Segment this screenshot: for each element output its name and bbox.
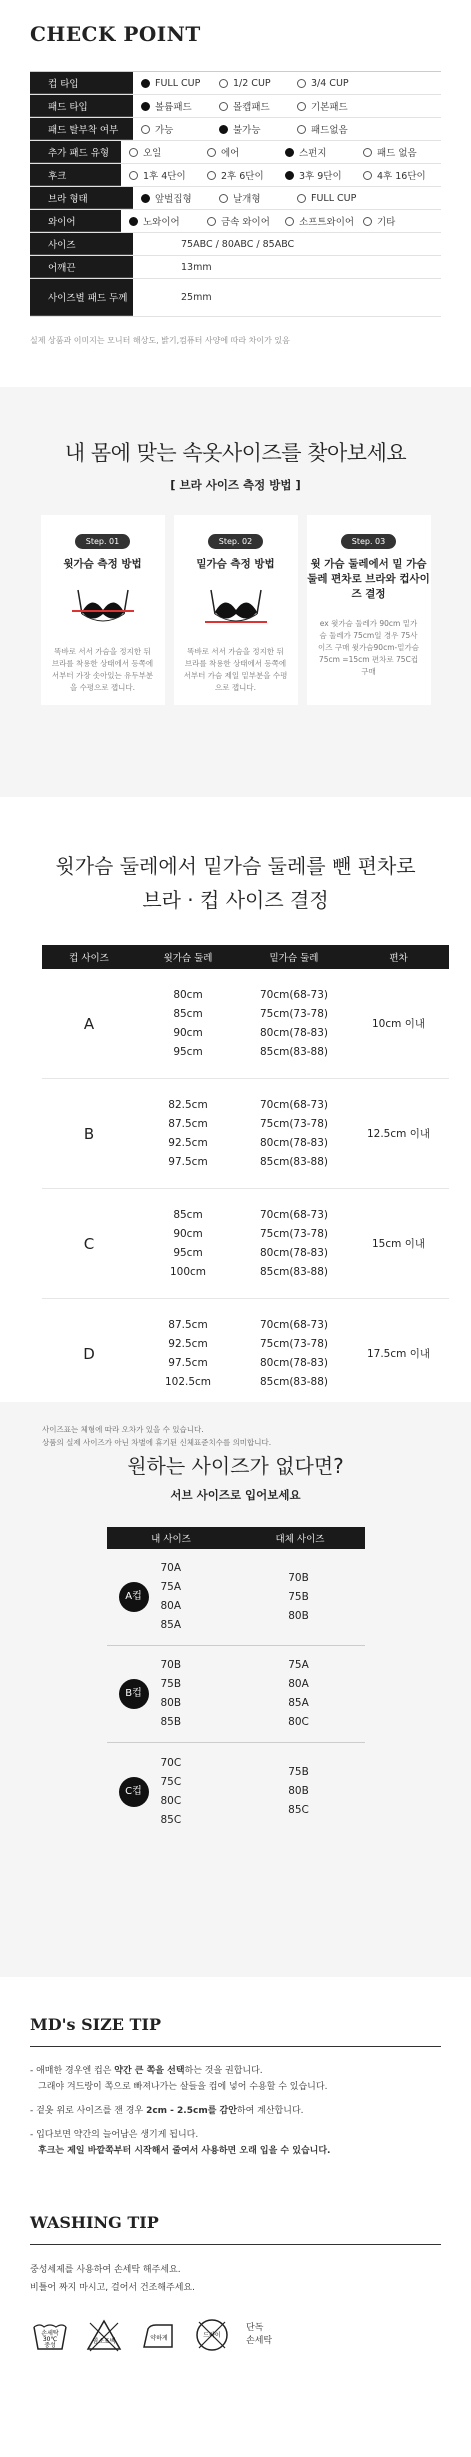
my-size-item: 75C bbox=[160, 1775, 182, 1788]
option-label: 불가능 bbox=[233, 125, 261, 136]
option-label: 패드 없음 bbox=[377, 148, 417, 159]
header-alt-size: 대체 사이즈 bbox=[275, 1534, 325, 1545]
my-size-item: 80A bbox=[160, 1600, 182, 1612]
upper-bust-cell bbox=[136, 1316, 240, 1392]
my-size-item: 85A bbox=[160, 1619, 182, 1631]
radio-empty-icon bbox=[219, 194, 228, 203]
check-point-note: 실제 상품과 이미지는 모니터 해상도, 밝기,컴퓨터 사양에 따라 차이가 있음 bbox=[30, 336, 290, 345]
radio-filled-icon bbox=[219, 125, 228, 134]
size-group-row bbox=[42, 969, 449, 1079]
my-size-item: 80C bbox=[160, 1794, 182, 1807]
cup-size-cell: A bbox=[83, 1014, 95, 1033]
check-point-options bbox=[133, 78, 441, 89]
md-tip-item bbox=[30, 2103, 441, 2119]
radio-empty-icon bbox=[285, 217, 294, 226]
measure-value: 80cm(78-83) bbox=[259, 1246, 329, 1259]
cup-badge: B컵 bbox=[119, 1679, 149, 1709]
header-my-size: 내 사이즈 bbox=[151, 1534, 191, 1545]
check-point-label: 패드 탈부착 여부 bbox=[30, 118, 133, 140]
radio-empty-icon bbox=[297, 79, 306, 88]
radio-filled-icon bbox=[141, 194, 150, 203]
radio-empty-icon bbox=[207, 171, 216, 180]
my-size-item: 75A bbox=[160, 1581, 182, 1593]
check-point-option bbox=[219, 78, 297, 89]
check-point-option bbox=[363, 145, 441, 159]
cup-badge: C컵 bbox=[119, 1777, 149, 1807]
check-point-label: 패드 타입 bbox=[30, 95, 133, 117]
step-title: 윗가슴 측정 방법 bbox=[63, 558, 142, 570]
check-point-value: 25mm bbox=[181, 292, 212, 303]
header-under: 밑가슴 둘레 bbox=[269, 953, 319, 964]
my-size-item: 70A bbox=[160, 1562, 182, 1574]
alt-size-item: 85A bbox=[288, 1697, 309, 1709]
check-point-option bbox=[297, 78, 375, 89]
alt-size-list bbox=[233, 1569, 365, 1626]
measure-value: 100cm bbox=[169, 1265, 207, 1278]
check-point-option bbox=[297, 99, 375, 113]
option-label: FULL CUP bbox=[155, 77, 201, 89]
radio-empty-icon bbox=[363, 171, 372, 180]
cup-badge-cell bbox=[107, 1777, 161, 1807]
check-point-option bbox=[219, 122, 297, 136]
find-size-title: 내 몸에 맞는 속옷사이즈를 찾아보세요 bbox=[64, 441, 407, 465]
check-point-title: CHECK POINT bbox=[30, 22, 201, 46]
option-label: 볼륨패드 bbox=[155, 102, 192, 113]
check-point-row bbox=[30, 233, 441, 256]
check-point-option bbox=[141, 122, 219, 136]
step-title: 밑가슴 측정 방법 bbox=[196, 558, 275, 570]
sub-size-title: 원하는 사이즈가 없다면? bbox=[127, 1454, 344, 1478]
option-label: 1후 4단이 bbox=[143, 171, 186, 182]
header-upper: 윗가슴 둘레 bbox=[163, 953, 213, 964]
check-point-option bbox=[219, 191, 297, 205]
my-size-item: 75B bbox=[160, 1678, 182, 1690]
radio-empty-icon bbox=[219, 102, 228, 111]
under-bust-cell bbox=[240, 1206, 348, 1282]
check-point-option bbox=[363, 168, 441, 182]
radio-empty-icon bbox=[129, 148, 138, 157]
my-size-list bbox=[161, 1656, 233, 1732]
check-point-value: 75ABC / 80ABC / 85ABC bbox=[181, 238, 295, 250]
washing-tip-title: WASHING TIP bbox=[30, 2213, 159, 2232]
check-point-label: 추가 패드 유형 bbox=[30, 141, 121, 163]
option-label: 3후 9단이 bbox=[299, 171, 342, 182]
radio-empty-icon bbox=[207, 217, 216, 226]
measure-value: 85cm bbox=[173, 1007, 203, 1020]
size-note-line: 사이즈표는 체형에 따라 오차가 있을 수 있습니다. bbox=[42, 1425, 204, 1434]
check-point-label: 사이즈별 패드 두께 bbox=[30, 279, 133, 316]
option-label: 몰캡패드 bbox=[233, 102, 270, 113]
size-chart-section bbox=[0, 797, 471, 1447]
radio-filled-icon bbox=[141, 79, 150, 88]
md-tip-bold: 2cm - 2.5cm를 감안 bbox=[146, 2106, 237, 2116]
sub-size-row bbox=[107, 1743, 365, 1840]
radio-empty-icon bbox=[297, 125, 306, 134]
single-wash-icon bbox=[246, 2322, 272, 2348]
washing-tip-section bbox=[0, 2207, 471, 2355]
check-point-option bbox=[285, 145, 363, 159]
check-point-row bbox=[30, 279, 441, 317]
cup-size-cell: B bbox=[83, 1124, 95, 1143]
size-chart-table bbox=[42, 945, 449, 1409]
check-point-label: 브라 형태 bbox=[30, 187, 133, 209]
md-tip-item bbox=[30, 2127, 441, 2159]
wash-line: 중성세제를 사용하여 손세탁 해주세요. bbox=[30, 2265, 181, 2275]
option-label: 금속 와이어 bbox=[221, 217, 270, 228]
wash-label: 30℃ bbox=[42, 2336, 58, 2343]
check-point-row bbox=[30, 187, 441, 210]
wash-label: 약하게 bbox=[150, 2335, 168, 2342]
check-point-row bbox=[30, 210, 441, 233]
step-title: 윗 가슴 둘레에서 밑 가슴 둘레 편차로 브라와 컵사이즈 결정 bbox=[307, 558, 430, 600]
check-point-options bbox=[121, 145, 441, 159]
check-point-options bbox=[121, 168, 441, 182]
check-point-option bbox=[207, 168, 285, 182]
cup-badge-cell bbox=[107, 1582, 161, 1612]
check-point-label: 컵 타입 bbox=[30, 72, 133, 94]
no-bleach-icon bbox=[84, 2315, 124, 2355]
check-point-option bbox=[129, 214, 207, 228]
under-bust-cell bbox=[240, 986, 348, 1062]
check-point-row bbox=[30, 72, 441, 95]
header-diff: 편차 bbox=[389, 953, 408, 964]
find-size-section bbox=[0, 387, 471, 797]
size-chart-title-line1: 윗가슴 둘레에서 밑가슴 둘레를 뺀 편차로 bbox=[55, 854, 416, 878]
option-label: 기본패드 bbox=[311, 102, 348, 113]
step-desc: 똑바로 서서 가슴을 정지한 뒤 브라를 착용한 상태에서 등쪽에서부터 가장 솟아있는 유두부분을 수평으로 잽니다. bbox=[51, 647, 154, 692]
measure-value: 90cm bbox=[173, 1026, 203, 1039]
step-card-1 bbox=[41, 515, 165, 705]
diff-cell: 17.5cm 이내 bbox=[366, 1348, 430, 1360]
upper-bust-cell bbox=[136, 1096, 240, 1172]
option-label: 3/4 CUP bbox=[311, 77, 349, 89]
option-label: 노와이어 bbox=[143, 217, 180, 228]
measure-value: 87.5cm bbox=[168, 1318, 208, 1331]
wash-icons bbox=[30, 2315, 441, 2355]
radio-empty-icon bbox=[297, 194, 306, 203]
measure-value: 75cm(73-78) bbox=[259, 1117, 329, 1130]
option-label: 2후 6단이 bbox=[221, 171, 264, 182]
my-size-list bbox=[161, 1559, 233, 1635]
md-tip-text: - 입다보면 약간의 늘어남은 생기게 됩니다. bbox=[30, 2130, 199, 2140]
size-chart-header bbox=[42, 945, 449, 969]
option-label: 에어 bbox=[221, 148, 240, 159]
radio-filled-icon bbox=[129, 217, 138, 226]
measure-value: 97.5cm bbox=[168, 1356, 208, 1369]
measure-value: 92.5cm bbox=[168, 1136, 208, 1149]
md-tip-line bbox=[30, 2063, 441, 2079]
upper-bust-cell bbox=[136, 986, 240, 1062]
measure-value: 80cm(78-83) bbox=[259, 1136, 329, 1149]
sub-size-header bbox=[107, 1527, 365, 1549]
option-label: 소프트와이어 bbox=[299, 217, 355, 228]
measure-value: 70cm(68-73) bbox=[259, 988, 329, 1001]
check-point-label: 어깨끈 bbox=[30, 256, 133, 278]
iron-icon bbox=[138, 2315, 178, 2355]
check-point-options bbox=[133, 191, 441, 205]
measure-value: 80cm bbox=[173, 988, 203, 1001]
step-card-3 bbox=[307, 515, 431, 705]
wash-label: 중성 bbox=[44, 2342, 56, 2349]
measure-value: 70cm(68-73) bbox=[259, 1098, 329, 1111]
radio-empty-icon bbox=[363, 148, 372, 157]
cup-badge-cell bbox=[107, 1679, 161, 1709]
size-group-row bbox=[42, 1189, 449, 1299]
check-point-option bbox=[297, 122, 375, 136]
sub-size-row bbox=[107, 1549, 365, 1646]
check-point-option bbox=[141, 78, 219, 89]
measure-value: 85cm(83-88) bbox=[259, 1155, 329, 1168]
option-label: 앞벌집형 bbox=[155, 194, 192, 205]
measure-value: 80cm(78-83) bbox=[259, 1356, 329, 1369]
check-point-row bbox=[30, 256, 441, 279]
under-bust-cell bbox=[240, 1316, 348, 1392]
alt-size-item: 80C bbox=[288, 1716, 309, 1728]
sub-size-row bbox=[107, 1646, 365, 1743]
radio-filled-icon bbox=[285, 148, 294, 157]
my-size-item: 85C bbox=[160, 1813, 182, 1826]
option-label: 날개형 bbox=[233, 194, 261, 205]
check-point-options bbox=[133, 122, 441, 136]
check-point-table bbox=[30, 71, 441, 317]
check-point-value: 13mm bbox=[181, 261, 212, 273]
measure-value: 97.5cm bbox=[168, 1155, 208, 1168]
option-label: 4후 16단이 bbox=[377, 171, 426, 182]
check-point-option bbox=[285, 214, 363, 228]
alt-size-item: 80A bbox=[288, 1678, 309, 1690]
diff-cell: 15cm 이내 bbox=[372, 1238, 425, 1250]
check-point-option bbox=[363, 214, 441, 228]
wash-label: 손세탁 bbox=[246, 2336, 273, 2346]
radio-filled-icon bbox=[141, 102, 150, 111]
measure-value: 102.5cm bbox=[164, 1375, 212, 1388]
radio-empty-icon bbox=[207, 148, 216, 157]
option-label: 스펀지 bbox=[299, 148, 327, 159]
radio-empty-icon bbox=[129, 171, 138, 180]
md-tip-title: MD's SIZE TIP bbox=[30, 2015, 161, 2034]
md-tip-text: - 애매한 경우엔 컵은 bbox=[30, 2066, 115, 2076]
sub-size-table bbox=[107, 1527, 365, 1840]
check-point-option bbox=[219, 99, 297, 113]
md-tip-section bbox=[0, 1977, 471, 2207]
measure-value: 90cm bbox=[173, 1227, 203, 1240]
hand-wash-icon bbox=[30, 2315, 70, 2355]
cup-size-cell: C bbox=[83, 1234, 95, 1253]
measure-value: 75cm(73-78) bbox=[259, 1337, 329, 1350]
check-point-option bbox=[129, 168, 207, 182]
measure-value: 85cm bbox=[173, 1208, 203, 1221]
md-tip-text: 하여 계산합니다. bbox=[236, 2106, 304, 2116]
alt-size-item: 80B bbox=[288, 1785, 309, 1797]
my-size-item: 80B bbox=[160, 1697, 182, 1709]
check-point-row bbox=[30, 141, 441, 164]
wash-line: 비틀어 짜지 마시고, 걸어서 건조해주세요. bbox=[30, 2283, 195, 2293]
my-size-item: 70C bbox=[160, 1756, 182, 1769]
check-point-label: 와이어 bbox=[30, 210, 121, 232]
diff-cell: 12.5cm 이내 bbox=[366, 1128, 430, 1140]
measure-value: 85cm(83-88) bbox=[259, 1265, 329, 1278]
wash-label: 단독 bbox=[246, 2323, 264, 2333]
step-badge: Step. 01 bbox=[75, 534, 130, 549]
measure-value: 95cm bbox=[173, 1246, 203, 1259]
my-size-list bbox=[161, 1754, 233, 1830]
step-desc: 똑바로 서서 가슴을 정지한 뒤 브라를 착용한 상태에서 등쪽에서부터 가슴 제일 밑부분을 수평으로 잽니다. bbox=[183, 647, 288, 692]
size-group-row bbox=[42, 1299, 449, 1409]
size-note-line: 상품의 실제 사이즈가 아닌 차별에 휴기된 신체표준치수를 의미합니다. bbox=[42, 1438, 272, 1447]
measure-value: 85cm(83-88) bbox=[259, 1375, 329, 1388]
check-point-option bbox=[141, 191, 219, 205]
no-dryclean-icon bbox=[192, 2315, 232, 2355]
option-label: FULL CUP bbox=[311, 192, 357, 204]
my-size-item: 70B bbox=[160, 1659, 182, 1671]
step-card-2 bbox=[174, 515, 298, 705]
option-label: 가능 bbox=[155, 125, 174, 136]
option-label: 1/2 CUP bbox=[233, 77, 271, 89]
md-tip-line: 그래야 겨드랑이 쪽으로 빠져나가는 살들을 컵에 넣어 수용할 수 있습니다. bbox=[38, 2082, 328, 2092]
measure-value: 92.5cm bbox=[168, 1337, 208, 1350]
cup-size-cell: D bbox=[83, 1344, 95, 1363]
alt-size-item: 80B bbox=[288, 1609, 309, 1622]
alt-size-item: 85C bbox=[288, 1804, 309, 1816]
measure-value: 87.5cm bbox=[168, 1117, 208, 1130]
alt-size-item: 75A bbox=[288, 1659, 309, 1671]
md-tip-line bbox=[30, 2103, 441, 2119]
cup-badge: A컵 bbox=[119, 1582, 149, 1612]
header-cup: 컵 사이즈 bbox=[69, 953, 109, 964]
radio-empty-icon bbox=[297, 102, 306, 111]
md-tip-item bbox=[30, 2063, 441, 2095]
check-point-option bbox=[141, 99, 219, 113]
radio-empty-icon bbox=[363, 217, 372, 226]
size-group-row bbox=[42, 1079, 449, 1189]
md-tip-text: 하는 것을 권합니다. bbox=[184, 2066, 263, 2076]
md-tip-bold: 약간 큰 쪽을 선택 bbox=[114, 2066, 185, 2076]
check-point-section bbox=[0, 0, 471, 387]
check-point-option bbox=[297, 193, 375, 204]
bra-under-measure-icon bbox=[201, 584, 271, 632]
washing-tip-box bbox=[30, 2244, 441, 2355]
bra-upper-measure-icon bbox=[68, 584, 138, 632]
alt-size-list bbox=[233, 1763, 365, 1820]
check-point-option bbox=[129, 145, 207, 159]
step-desc: ex 윗가슴 둘레가 90cm 밑가슴 둘레가 75cm일 경우 75사이즈 구매 윗가슴90cm-밑가슴75cm =15cm 편차로 75C컵 구매 bbox=[318, 619, 419, 676]
md-tip-text: - 겉옷 위로 사이즈를 잰 경우 bbox=[30, 2106, 147, 2116]
measure-value: 85cm(83-88) bbox=[259, 1045, 329, 1058]
measure-steps bbox=[0, 515, 471, 705]
size-chart-title bbox=[0, 849, 471, 917]
check-point-option bbox=[207, 145, 285, 159]
measure-value: 80cm(78-83) bbox=[259, 1026, 329, 1039]
wash-label: 손세탁 bbox=[41, 2330, 59, 2337]
size-chart-title-line2: 브라 · 컵 사이즈 결정 bbox=[142, 888, 329, 912]
md-tip-line bbox=[30, 2127, 441, 2143]
option-label: 기타 bbox=[377, 217, 396, 228]
measure-value: 82.5cm bbox=[168, 1098, 208, 1111]
measure-value: 70cm(68-73) bbox=[259, 1208, 329, 1221]
md-tip-list bbox=[30, 2046, 441, 2159]
step-badge: Step. 02 bbox=[208, 534, 263, 549]
alt-size-list bbox=[233, 1656, 365, 1732]
check-point-row bbox=[30, 164, 441, 187]
wash-label: 염소표백 bbox=[92, 2338, 116, 2345]
sub-size-section bbox=[0, 1402, 471, 1977]
find-size-subtitle: [ 브라 사이즈 측정 방법 ] bbox=[170, 478, 301, 492]
measure-value: 95cm bbox=[173, 1045, 203, 1058]
sub-size-subtitle: 서브 사이즈로 입어보세요 bbox=[170, 1488, 301, 1502]
check-point-options bbox=[121, 214, 441, 228]
alt-size-item: 70B bbox=[288, 1571, 309, 1584]
alt-size-item: 75B bbox=[288, 1590, 309, 1603]
wash-label: 드라이 bbox=[203, 2332, 221, 2339]
upper-bust-cell bbox=[136, 1206, 240, 1282]
step-badge: Step. 03 bbox=[341, 534, 396, 549]
radio-filled-icon bbox=[285, 171, 294, 180]
under-bust-cell bbox=[240, 1096, 348, 1172]
check-point-options bbox=[133, 99, 441, 113]
measure-value: 70cm(68-73) bbox=[259, 1318, 329, 1331]
check-point-label: 후크 bbox=[30, 164, 121, 186]
check-point-row bbox=[30, 95, 441, 118]
check-point-option bbox=[285, 168, 363, 182]
diff-cell: 10cm 이내 bbox=[372, 1018, 425, 1030]
md-tip-line: 후크는 제일 바깥쪽부터 시작해서 줄여서 사용하면 오래 입을 수 있습니다. bbox=[38, 2146, 331, 2156]
check-point-option bbox=[207, 214, 285, 228]
measure-value: 75cm(73-78) bbox=[259, 1007, 329, 1020]
check-point-label: 사이즈 bbox=[30, 233, 133, 255]
check-point-row bbox=[30, 118, 441, 141]
my-size-item: 85B bbox=[160, 1716, 182, 1728]
option-label: 오일 bbox=[143, 148, 162, 159]
option-label: 패드없음 bbox=[311, 125, 348, 136]
radio-empty-icon bbox=[219, 79, 228, 88]
alt-size-item: 75B bbox=[288, 1766, 309, 1778]
radio-empty-icon bbox=[141, 125, 150, 134]
measure-value: 75cm(73-78) bbox=[259, 1227, 329, 1240]
